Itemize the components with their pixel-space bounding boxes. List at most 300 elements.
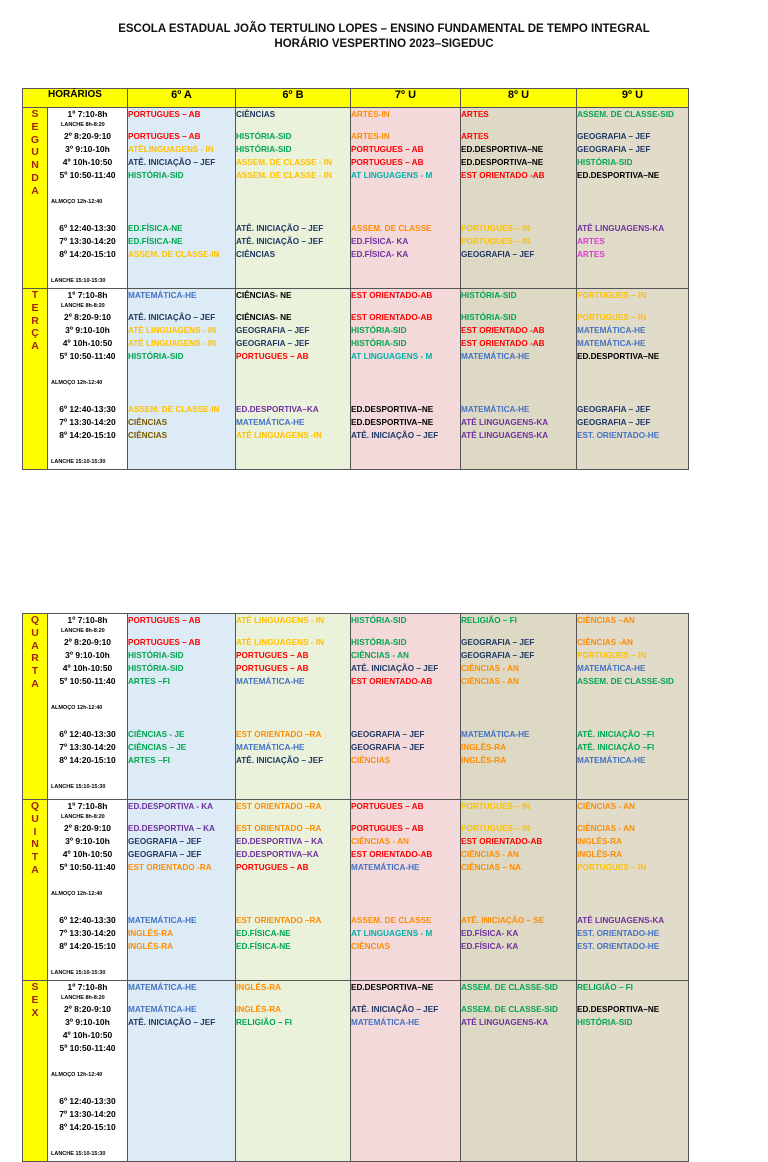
class-cell (461, 614, 577, 800)
empty-slot (351, 390, 460, 403)
subject-entry: ED.FÍSICA-NE (128, 224, 183, 233)
break-label: ALMOÇO 12h-12:40 (51, 1072, 103, 1078)
subject-entry: MATEMÁTICA-HE (128, 291, 197, 300)
empty-slot (461, 376, 576, 390)
empty-slot (577, 701, 688, 715)
empty-slot (128, 261, 235, 274)
empty-slot (236, 887, 350, 901)
subject-entry: ATÊ LINGUAGENS - IN (236, 638, 325, 647)
subject-entry: ATÊ LINGUAGENS - IN (236, 616, 325, 625)
subject-entry: PORTUGUES – AB (351, 158, 424, 167)
subject-entry: EST ORIENTADO-AB (351, 291, 433, 300)
empty-slot (128, 1042, 235, 1055)
empty-slot (461, 1108, 576, 1121)
break-label: ALMOÇO 12h-12:40 (51, 705, 103, 711)
empty-slot (577, 363, 688, 376)
empty-slot (128, 1108, 235, 1121)
time-slots (48, 800, 128, 981)
subject-entry: ASSEM. DE CLASSE - IN (236, 158, 332, 167)
period-time: 2º 8:20-9:10 (63, 1004, 112, 1014)
time-slots (48, 614, 128, 800)
subject-entry: ED.DESPORTIVA–NE (577, 1005, 660, 1014)
break-label: LANCHE 15:10-15:30 (51, 784, 106, 790)
class-header: 6º A (128, 89, 236, 108)
subject-entry: ASSEM. DE CLASSE (351, 224, 432, 233)
subject-entry: ARTES (461, 110, 489, 119)
empty-slot (577, 442, 688, 455)
empty-slot (236, 780, 350, 794)
subject-entry: GEOGRAFIA – JEF (577, 145, 651, 154)
empty-slot (351, 780, 460, 794)
empty-slot (461, 1095, 576, 1108)
empty-slot (128, 1095, 235, 1108)
period-time: 1º 7:10-8h (67, 801, 108, 811)
empty-slot (461, 182, 576, 195)
empty-slot (236, 209, 350, 222)
break-label: LANCHE 8h-8:20 (61, 303, 105, 309)
subject-entry: ED.FÍSICA-NE (236, 929, 291, 938)
empty-slot (461, 715, 576, 728)
period-time: 2º 8:20-9:10 (63, 312, 112, 322)
subject-entry: ATÊ. INICIAÇÃO –FI (577, 730, 655, 739)
subject-entry: ED.DESPORTIVA–NE (577, 352, 660, 361)
empty-slot (577, 1095, 688, 1108)
timetable-block (22, 88, 689, 470)
subject-entry: EST. ORIENTADO-HE (577, 942, 660, 951)
day-letter: Ç (31, 327, 39, 340)
break-label: ALMOÇO 12h-12:40 (51, 199, 103, 205)
empty-slot (577, 780, 688, 794)
subject-entry: PORTUGUES – IN (461, 224, 531, 233)
period-time: 3º 9:10-10h (65, 836, 110, 846)
subject-entry: ED.DESPORTIVA–NE (577, 171, 660, 180)
subject-entry: PORTUGUES – AB (128, 616, 201, 625)
day-row (23, 614, 689, 800)
subject-entry: CIÊNCIAS - AN (577, 824, 635, 833)
class-header: 8º U (461, 89, 577, 108)
empty-slot (351, 455, 460, 469)
spacer (48, 1082, 127, 1095)
empty-slot (577, 182, 688, 195)
day-label (23, 289, 48, 470)
subject-entry: PORTUGUES – AB (351, 145, 424, 154)
day-letter: A (31, 184, 39, 197)
period-time: 8º 14:20-15:10 (59, 249, 116, 259)
day-label (23, 614, 48, 800)
subject-entry: INGLÊS-RA (577, 837, 623, 846)
empty-slot (461, 701, 576, 715)
day-row (23, 289, 689, 470)
subject-entry: CIÊNCIAS - AN (461, 664, 519, 673)
empty-slot (461, 1134, 576, 1147)
subject-entry: MATEMÁTICA-HE (351, 863, 420, 872)
class-cell (461, 108, 577, 289)
subject-entry: ED.FÍSICA-NE (236, 942, 291, 951)
subject-entry: EST ORIENTADO-AB (351, 313, 433, 322)
subject-entry: ED.DESPORTIVA–NE (461, 145, 544, 154)
subject-entry: EST ORIENTADO -AB (461, 326, 545, 335)
subject-entry: GEOGRAFIA – JEF (128, 850, 202, 859)
class-cell (128, 614, 236, 800)
subject-entry: HISTÓRIA-SID (351, 326, 407, 335)
class-header: 9º U (577, 89, 689, 108)
subject-entry: HISTÓRIA-SID (236, 132, 292, 141)
subject-entry: PORTUGUES – IN (577, 651, 647, 660)
subject-entry: PORTUGUES – AB (236, 664, 309, 673)
subject-entry: HISTÓRIA-SID (128, 664, 184, 673)
empty-slot (577, 1082, 688, 1095)
subject-entry: ED.DESPORTIVA–KA (236, 850, 319, 859)
empty-slot (577, 121, 688, 130)
subject-entry: INGLÊS-RA (461, 743, 507, 752)
subject-entry: PORTUGUES – IN (461, 802, 531, 811)
empty-slot (128, 688, 235, 701)
day-letter: U (31, 626, 39, 639)
empty-slot (128, 209, 235, 222)
period-time: 6º 12:40-13:30 (59, 729, 116, 739)
subject-entry: EST ORIENTADO -AB (461, 339, 545, 348)
subject-entry: PORTUGUES – AB (351, 824, 424, 833)
subject-entry: CIÊNCIAS (236, 250, 276, 259)
empty-slot (236, 302, 350, 311)
empty-slot (236, 901, 350, 914)
empty-slot (236, 376, 350, 390)
empty-slot (577, 1042, 688, 1055)
spacer (48, 953, 127, 966)
empty-slot (461, 209, 576, 222)
empty-slot (577, 1147, 688, 1161)
empty-slot (577, 966, 688, 980)
period-time: 5º 10:50-11:40 (59, 170, 116, 180)
empty-slot (577, 1068, 688, 1082)
empty-slot (236, 455, 350, 469)
empty-slot (461, 1042, 576, 1055)
period-time: 4º 10h-10:50 (62, 338, 113, 348)
subject-entry: ATÊ. INICIAÇÃO – JEF (351, 1005, 439, 1014)
empty-slot (461, 390, 576, 403)
subject-entry: HISTÓRIA-SID (461, 313, 517, 322)
subject-entry: ASSEM. DE CLASSE (351, 916, 432, 925)
empty-slot (351, 688, 460, 701)
empty-slot (577, 874, 688, 887)
spacer (48, 688, 127, 701)
class-cell (577, 289, 689, 470)
empty-slot (128, 274, 235, 288)
subject-entry: MATEMÁTICA-HE (236, 677, 305, 686)
empty-slot (577, 455, 688, 469)
empty-slot (236, 1042, 350, 1055)
day-row (23, 108, 689, 289)
spacer (48, 901, 127, 914)
empty-slot (351, 767, 460, 780)
empty-slot (461, 1029, 576, 1042)
empty-slot (128, 887, 235, 901)
subject-entry: ATÊLINGUAGENS - IN (128, 145, 214, 154)
empty-slot (577, 261, 688, 274)
empty-slot (461, 1121, 576, 1134)
break-label: LANCHE 15:10-15:30 (51, 459, 106, 465)
empty-slot (577, 1029, 688, 1042)
subject-entry: GEOGRAFIA – JEF (577, 132, 651, 141)
subject-entry: MATEMÁTICA-HE (577, 756, 646, 765)
empty-slot (236, 813, 350, 822)
subject-entry: INGLÊS-RA (236, 983, 282, 992)
subject-entry: MATEMÁTICA-HE (461, 730, 530, 739)
subject-entry: ATÊ. INICIAÇÃO – SE (461, 916, 545, 925)
subject-entry: ED.FÍSICA- KA (461, 942, 519, 951)
empty-slot (461, 455, 576, 469)
empty-slot (351, 261, 460, 274)
subject-entry: INGLÊS-RA (577, 850, 623, 859)
empty-slot (461, 953, 576, 966)
subject-entry: ED.DESPORTIVA–NE (461, 158, 544, 167)
day-letter: E (31, 993, 39, 1006)
period-time: 5º 10:50-11:40 (59, 351, 116, 361)
empty-slot (577, 209, 688, 222)
subject-entry: EST ORIENTADO –RA (236, 824, 322, 833)
subject-entry: ATÊ. INICIAÇÃO – JEF (236, 224, 324, 233)
period-time: 6º 12:40-13:30 (59, 1096, 116, 1106)
break-label: LANCHE 8h-8:20 (61, 628, 105, 634)
empty-slot (128, 1134, 235, 1147)
empty-slot (577, 901, 688, 914)
class-cell (128, 981, 236, 1162)
subject-entry: ASSEM. DE CLASSE-IN (128, 250, 220, 259)
class-cell (128, 800, 236, 981)
empty-slot (128, 1055, 235, 1068)
subject-entry: EST. ORIENTADO-HE (577, 929, 660, 938)
subject-entry: GEOGRAFIA – JEF (461, 638, 535, 647)
period-time: 1º 7:10-8h (67, 615, 108, 625)
subject-entry: HISTÓRIA-SID (128, 651, 184, 660)
empty-slot (351, 701, 460, 715)
empty-slot (351, 1121, 460, 1134)
subject-entry: ED.FÍSICA- KA (351, 250, 409, 259)
day-letter: S (31, 981, 39, 993)
empty-slot (351, 302, 460, 311)
empty-slot (577, 767, 688, 780)
subject-entry: ATÊ. INICIAÇÃO – JEF (128, 313, 216, 322)
break-label: LANCHE 8h-8:20 (61, 995, 105, 1001)
empty-slot (351, 363, 460, 376)
subject-entry: GEOGRAFIA – JEF (351, 743, 425, 752)
empty-slot (351, 442, 460, 455)
break-label: LANCHE 8h-8:20 (61, 814, 105, 820)
subject-entry: HISTÓRIA-SID (351, 638, 407, 647)
class-cell (577, 981, 689, 1162)
day-letter: R (31, 314, 39, 327)
period-time: 1º 7:10-8h (67, 109, 108, 119)
class-cell (236, 981, 351, 1162)
class-cell (351, 614, 461, 800)
horarios-header: HORÁRIOS (23, 89, 128, 108)
subject-entry: ED.DESPORTIVA - KA (128, 802, 214, 811)
empty-slot (577, 1055, 688, 1068)
empty-slot (236, 195, 350, 209)
subject-entry: INGLÊS-RA (236, 1005, 282, 1014)
empty-slot (577, 953, 688, 966)
subject-entry: CIÊNCIAS –AN (577, 616, 635, 625)
day-letter: D (31, 171, 39, 184)
day-letter: T (31, 851, 39, 864)
subject-entry: ATÊ LINGUAGENS-KA (461, 431, 549, 440)
empty-slot (236, 1095, 350, 1108)
subject-entry: GEOGRAFIA – JEF (577, 405, 651, 414)
period-time: 7º 13:30-14:20 (59, 742, 116, 752)
period-time: 5º 10:50-11:40 (59, 1043, 116, 1053)
subject-entry: ED.DESPORTIVA–NE (351, 405, 434, 414)
subject-entry: ATÊ. INICIAÇÃO – JEF (128, 1018, 216, 1027)
subject-entry: EST ORIENTADO-AB (351, 677, 433, 686)
empty-slot (461, 780, 576, 794)
subject-entry: ATÊ. INICIAÇÃO – JEF (351, 664, 439, 673)
subject-entry: EST ORIENTADO -AB (461, 171, 545, 180)
period-time: 2º 8:20-9:10 (63, 131, 112, 141)
empty-slot (236, 121, 350, 130)
subject-entry: ED.FÍSICA- KA (461, 929, 519, 938)
empty-slot (236, 1121, 350, 1134)
subject-entry: HISTÓRIA-SID (128, 352, 184, 361)
empty-slot (577, 813, 688, 822)
empty-slot (351, 182, 460, 195)
empty-slot (128, 627, 235, 636)
subject-entry: GEOGRAFIA – JEF (236, 326, 310, 335)
subject-entry: CIÊNCIAS- NE (236, 291, 292, 300)
subject-entry: HISTÓRIA-SID (351, 339, 407, 348)
subject-entry: ED.FÍSICA-NE (128, 237, 183, 246)
subject-entry: CIÊNCIAS (351, 756, 391, 765)
empty-slot (577, 302, 688, 311)
empty-slot (128, 376, 235, 390)
subject-entry: ATÊ LINGUAGENS-KA (461, 1018, 549, 1027)
day-letter: N (31, 838, 39, 851)
empty-slot (128, 966, 235, 980)
subject-entry: HISTÓRIA-SID (577, 158, 633, 167)
class-cell (351, 108, 461, 289)
subject-entry: GEOGRAFIA – JEF (461, 651, 535, 660)
day-letter: I (33, 825, 37, 838)
empty-slot (236, 442, 350, 455)
subject-entry: HISTÓRIA-SID (128, 171, 184, 180)
subject-entry: ASSEM. DE CLASSE-SID (577, 110, 674, 119)
empty-slot (236, 701, 350, 715)
class-cell (351, 981, 461, 1162)
empty-slot (236, 715, 350, 728)
day-label (23, 981, 48, 1162)
empty-slot (128, 780, 235, 794)
spacer (48, 182, 127, 195)
class-cell (128, 289, 236, 470)
subject-entry: ARTES-IN (351, 132, 390, 141)
empty-slot (577, 715, 688, 728)
subject-entry: ASSEM. DE CLASSE-SID (461, 983, 558, 992)
spacer (48, 715, 127, 728)
time-slots (48, 981, 128, 1162)
class-cell (577, 800, 689, 981)
empty-slot (128, 953, 235, 966)
period-time: 4º 10h-10:50 (62, 1030, 113, 1040)
empty-slot (236, 261, 350, 274)
empty-slot (236, 1055, 350, 1068)
empty-slot (236, 688, 350, 701)
empty-slot (236, 994, 350, 1003)
empty-slot (577, 274, 688, 288)
subject-entry: ASSEM. DE CLASSE-IN (128, 405, 220, 414)
subject-entry: PORTUGUES – IN (577, 313, 647, 322)
subject-entry: GEOGRAFIA – JEF (351, 730, 425, 739)
day-letter: E (31, 120, 39, 133)
day-letter: A (31, 863, 39, 876)
empty-slot (577, 1134, 688, 1147)
empty-slot (577, 1108, 688, 1121)
subject-entry: INGLÊS-RA (128, 942, 174, 951)
period-time: 3º 9:10-10h (65, 650, 110, 660)
empty-slot (236, 1147, 350, 1161)
subject-entry: ED.DESPORTIVA – KA (236, 837, 323, 846)
empty-slot (236, 953, 350, 966)
day-letter: A (31, 340, 39, 353)
empty-slot (577, 390, 688, 403)
empty-slot (351, 627, 460, 636)
empty-slot (461, 767, 576, 780)
period-time: 1º 7:10-8h (67, 290, 108, 300)
period-time: 5º 10:50-11:40 (59, 862, 116, 872)
period-time: 7º 13:30-14:20 (59, 1109, 116, 1119)
empty-slot (236, 627, 350, 636)
subject-entry: ATÊ. INICIAÇÃO – JEF (128, 158, 216, 167)
subject-entry: ED.DESPORTIVA – KA (128, 824, 215, 833)
empty-slot (351, 1108, 460, 1121)
empty-slot (461, 813, 576, 822)
subject-entry: ED.FÍSICA- KA (351, 237, 409, 246)
subject-entry: MATEMÁTICA-HE (351, 1018, 420, 1027)
empty-slot (461, 302, 576, 311)
spacer (48, 1055, 127, 1068)
empty-slot (351, 994, 460, 1003)
spacer (48, 442, 127, 455)
empty-slot (577, 887, 688, 901)
class-cell (461, 800, 577, 981)
period-time: 8º 14:20-15:10 (59, 1122, 116, 1132)
empty-slot (236, 874, 350, 887)
subject-entry: MATEMÁTICA-HE (577, 339, 646, 348)
empty-slot (351, 121, 460, 130)
period-time: 5º 10:50-11:40 (59, 676, 116, 686)
spacer (48, 874, 127, 887)
class-header: 7º U (351, 89, 461, 108)
school-title: ESCOLA ESTADUAL JOÃO TERTULINO LOPES – ENSINO FUNDAMENTAL DE TEMPO INTEGRAL (118, 23, 650, 35)
subject-entry: ATÊ LINGUAGENS - IN (128, 339, 217, 348)
period-time: 6º 12:40-13:30 (59, 915, 116, 925)
empty-slot (351, 874, 460, 887)
day-letter: G (30, 133, 40, 146)
subject-entry: ARTES (577, 250, 605, 259)
empty-slot (351, 966, 460, 980)
subject-entry: RELIGIÃO – FI (236, 1018, 292, 1027)
empty-slot (128, 715, 235, 728)
empty-slot (351, 1042, 460, 1055)
empty-slot (461, 901, 576, 914)
empty-slot (461, 261, 576, 274)
class-header: 6º B (236, 89, 351, 108)
class-cell (577, 614, 689, 800)
subject-entry: ARTES –FI (128, 756, 170, 765)
day-letter: A (31, 677, 39, 690)
subject-entry: PORTUGUES – IN (577, 291, 647, 300)
subject-entry: ARTES (461, 132, 489, 141)
subject-entry: ASSEM. DE CLASSE-SID (577, 677, 674, 686)
empty-slot (128, 1121, 235, 1134)
